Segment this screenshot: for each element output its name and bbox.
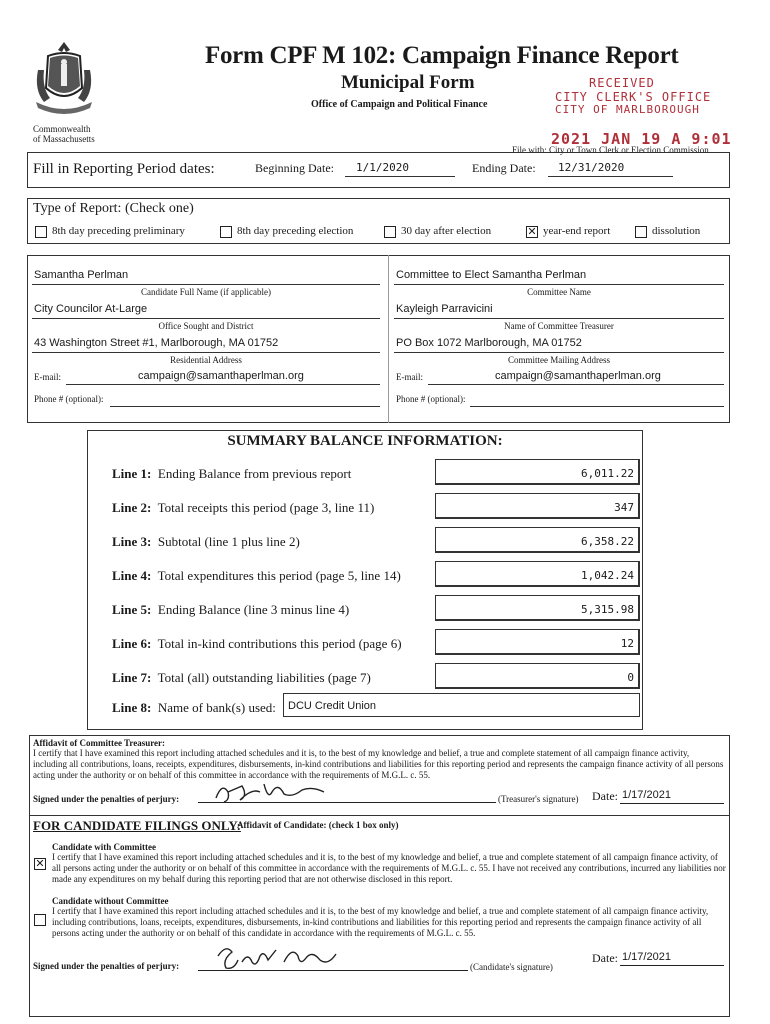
summary-line-2: [112, 500, 374, 516]
candidate-section-divider: [29, 815, 730, 816]
treasurer-name-underline: [394, 318, 724, 319]
residential-address-caption: Residential Address: [170, 355, 242, 365]
checkbox-30-day-after[interactable]: [384, 226, 396, 238]
summary-line-desc: Total (all) outstanding liabilities (page 7): [157, 670, 371, 685]
summary-line-number: Line 7:: [112, 670, 152, 685]
summary-line-number: Line 1:: [112, 466, 152, 481]
committee-phone-label: Phone # (optional):: [396, 394, 466, 404]
received-stamp-line1: RECEIVED: [589, 76, 655, 90]
checkbox-8th-day-preliminary[interactable]: [35, 226, 47, 238]
candidate-signed-label: Signed under the penalties of perjury:: [33, 961, 180, 971]
option-label-dissolution: dissolution: [652, 225, 701, 237]
committee-name-caption: Committee Name: [527, 287, 591, 297]
committee-email-label: E-mail:: [396, 372, 423, 382]
candidate-signature-icon: [212, 942, 342, 977]
treasurer-affidavit-text: I certify that I have examined this report including attached schedules and it is, to the best of my knowledge and belief, a true and complete statement of all campaign finance activity, including all contributions, loans, receipts, expenditures, disbursements, in-kind contributions and liabilities for this reporting period and represents the campaign finance activity of all persons acting under the authority or on behalf of this committee in accordance with the requirements of M.G.L. c. 55.: [33, 748, 724, 780]
committee-name-underline: [394, 284, 724, 285]
with-committee-text: I certify that I have examined this report including attached schedules and it is, to the best of my knowledge and belief, a true and complete statement of all campaign finance activity, of all persons acting under the authority or on behalf of this committee in accordance with the requirements of M.G.L. c. 55. I have not received any contributions, incurred any liabilities nor made any expenditures on my behalf during this reporting period that are not otherwise disclosed in this report.: [52, 852, 726, 884]
summary-line-desc: Total in-kind contributions this period (page 6): [157, 636, 402, 651]
summary-line-desc: Total expenditures this period (page 5, line 14): [157, 568, 401, 583]
form-title: Form CPF M 102: Campaign Finance Report: [205, 42, 679, 69]
office-sought-underline: [32, 318, 380, 319]
committee-email-field[interactable]: campaign@samanthaperlman.org: [495, 370, 661, 382]
checkbox-dissolution[interactable]: [635, 226, 647, 238]
summary-line-7: [112, 670, 371, 686]
candidate-email-field[interactable]: campaign@samanthaperlman.org: [138, 370, 304, 382]
candidate-phone-field[interactable]: [110, 406, 380, 407]
summary-line-6: [112, 636, 402, 652]
office-sought-caption: Office Sought and District: [158, 321, 254, 331]
candidate-date-field[interactable]: 1/17/2021: [622, 951, 671, 963]
report-type-label: Type of Report: (Check one): [33, 201, 194, 216]
candidate-signature-caption: (Candidate's signature): [470, 962, 553, 972]
line-7-value-field[interactable]: 0: [435, 663, 640, 689]
candidate-phone-label: Phone # (optional):: [34, 394, 104, 404]
committee-mailing-field[interactable]: PO Box 1072 Marlborough, MA 01752: [396, 337, 582, 349]
commonwealth-caption: Commonwealth of Massachusetts: [33, 124, 95, 144]
summary-line-number: Line 4:: [112, 568, 152, 583]
line-1-value-field[interactable]: 6,011.22: [435, 459, 640, 485]
form-subtitle: Municipal Form: [341, 72, 475, 93]
option-label-year-end-report: year-end report: [543, 225, 611, 237]
candidate-email-label: E-mail:: [34, 372, 61, 382]
option-label-8th-day-preliminary: 8th day preceding preliminary: [52, 225, 185, 237]
candidate-filings-heading: FOR CANDIDATE FILINGS ONLY:: [33, 818, 241, 833]
summary-line-5: [112, 602, 349, 618]
summary-line-desc: Subtotal (line 1 plus line 2): [157, 534, 300, 549]
reporting-period-label: Fill in Reporting Period dates:: [33, 161, 215, 177]
candidate-name-field[interactable]: Samantha Perlman: [34, 269, 129, 281]
treasurer-name-field[interactable]: Kayleigh Parravicini: [396, 303, 493, 315]
summary-line-desc: Ending Balance (line 3 minus line 4): [157, 602, 350, 617]
committee-mailing-caption: Committee Mailing Address: [508, 355, 610, 365]
without-committee-text: I certify that I have examined this report including attached schedules and it is, to the best of my knowledge and belief, a true and complete statement of all campaign finance activity, including contributions, loans, receipts, expenditures, disbursements, in-kind contributions and liabilities for this reporting period and represents the campaign finance activity of all persons acting under the authority or on behalf of this candidate in accordance with the requirements of M.G.L. c. 55.: [52, 906, 709, 938]
office-sought-field[interactable]: City Councilor At-Large: [34, 303, 148, 315]
summary-line-number: Line 3:: [112, 534, 152, 549]
treasurer-signature-icon: [212, 778, 332, 811]
line-4-value-field[interactable]: 1,042.24: [435, 561, 640, 587]
summary-line-4: [112, 568, 401, 584]
line-5-value-field[interactable]: 5,315.98: [435, 595, 640, 621]
candidate-name-underline: [32, 284, 380, 285]
without-committee-heading: Candidate without Committee: [52, 896, 169, 906]
file-with-note: File with: City or Town Clerk or Election Commission: [512, 145, 709, 155]
summary-line-number: Line 6:: [112, 636, 152, 651]
ending-date-field[interactable]: 12/31/2020: [558, 161, 625, 174]
summary-line-number: Line 2:: [112, 500, 152, 515]
treasurer-name-caption: Name of Committee Treasurer: [504, 321, 614, 331]
candidate-date-label: Date:: [592, 951, 618, 965]
candidate-affidavit-subheading: Affidavit of Candidate: (check 1 box only): [237, 820, 399, 830]
residential-address-field[interactable]: 43 Washington Street #1, Marlborough, MA 01752: [34, 337, 279, 349]
received-stamp-date: 2021 JAN 19 A 9:01: [551, 130, 732, 148]
ending-date-label: Ending Date:: [472, 161, 536, 175]
beginning-date-label: Beginning Date:: [255, 161, 334, 175]
office-name: Office of Campaign and Political Finance: [311, 99, 488, 110]
line-2-value-field[interactable]: 347: [435, 493, 640, 519]
committee-mailing-underline: [394, 352, 724, 353]
committee-name-field[interactable]: Committee to Elect Samantha Perlman: [396, 269, 587, 281]
bank-name-field[interactable]: DCU Credit Union: [283, 693, 640, 717]
beginning-date-field[interactable]: 1/1/2020: [356, 161, 409, 174]
treasurer-signature-caption: (Treasurer's signature): [498, 794, 579, 804]
committee-email-underline: [428, 384, 724, 385]
summary-line-desc: Total receipts this period (page 3, line 11): [157, 500, 375, 515]
treasurer-date-label: Date:: [592, 789, 618, 803]
treasurer-signed-label: Signed under the penalties of perjury:: [33, 794, 180, 804]
checkbox-year-end-report-checked[interactable]: ✕: [527, 225, 537, 238]
filer-info-divider: [388, 255, 389, 423]
checkbox-candidate-with-committee-checked[interactable]: ✕: [35, 857, 45, 870]
summary-line-1: [112, 466, 351, 482]
summary-line-desc: Ending Balance from previous report: [157, 466, 352, 481]
summary-line-number: Line 8:: [112, 700, 152, 715]
with-committee-heading: Candidate with Committee: [52, 842, 156, 852]
treasurer-date-field[interactable]: 1/17/2021: [622, 789, 671, 801]
summary-line-8: [112, 700, 276, 716]
beginning-date-underline: [345, 176, 455, 177]
candidate-name-caption: Candidate Full Name (if applicable): [141, 287, 271, 297]
option-label-30-day-after: 30 day after election: [401, 225, 492, 237]
candidate-email-underline: [66, 384, 380, 385]
summary-line-desc: Name of bank(s) used:: [157, 700, 276, 715]
residential-address-underline: [32, 352, 380, 353]
received-stamp-line2: CITY CLERK'S OFFICE: [555, 90, 712, 104]
checkbox-8th-day-election[interactable]: [220, 226, 232, 238]
option-label-8th-day-election: 8th day preceding election: [237, 225, 354, 237]
summary-balance-title: SUMMARY BALANCE INFORMATION:: [227, 433, 503, 449]
summary-line-number: Line 5:: [112, 602, 152, 617]
commonwealth-seal-icon: [30, 40, 98, 122]
line-3-value-field[interactable]: 6,358.22: [435, 527, 640, 553]
line-6-value-field[interactable]: 12: [435, 629, 640, 655]
treasurer-affidavit-heading: Affidavit of Committee Treasurer:: [33, 738, 166, 748]
treasurer-date-underline: [620, 803, 724, 804]
candidate-date-underline: [620, 965, 724, 966]
summary-line-3: [112, 534, 300, 550]
received-stamp-line3: CITY OF MARLBOROUGH: [555, 103, 700, 116]
checkbox-candidate-without-committee[interactable]: [34, 914, 46, 926]
ending-date-underline: [548, 176, 673, 177]
committee-phone-field[interactable]: [470, 406, 724, 407]
